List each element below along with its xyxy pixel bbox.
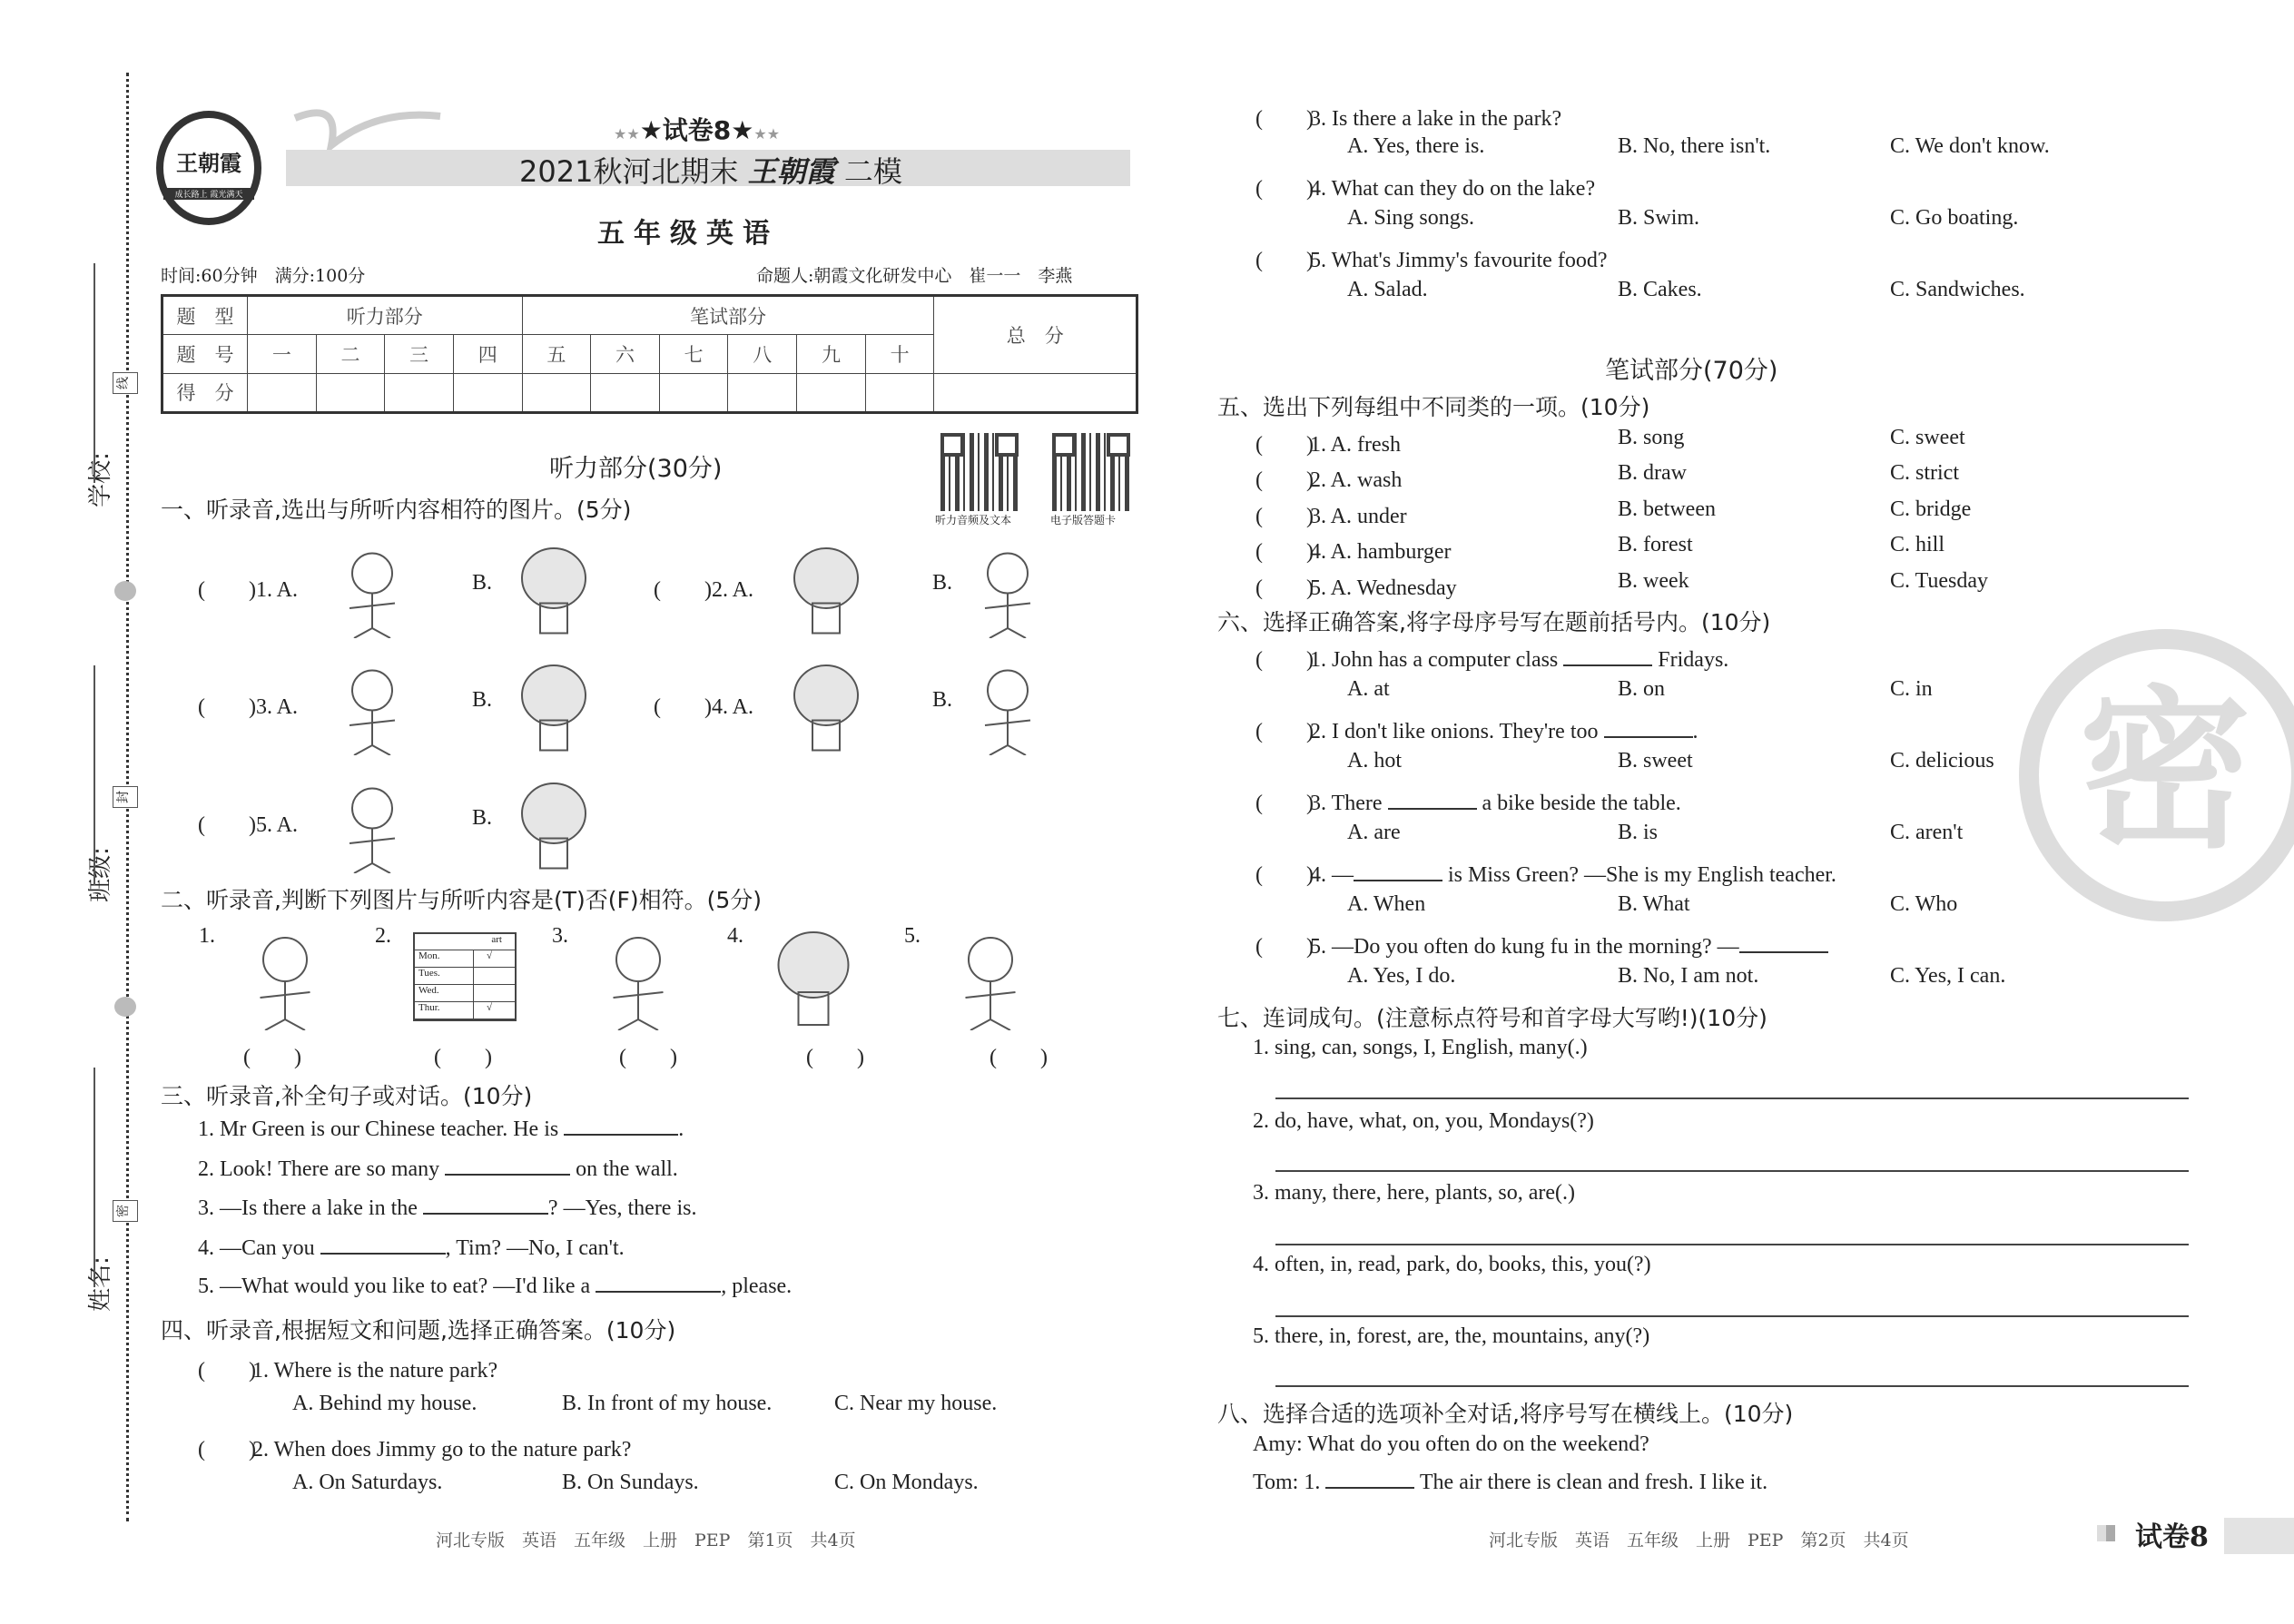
- option: A. Yes, there is.: [1347, 134, 1485, 158]
- option: C. aren't: [1890, 821, 1964, 844]
- exam-time: 时间:60分钟 满分:100分: [161, 266, 366, 286]
- option: C. bridge: [1890, 497, 1972, 521]
- answer-blank[interactable]: [445, 1173, 570, 1176]
- choice-label-b: B.: [472, 571, 493, 595]
- subject-title: 五年级英语: [597, 218, 779, 250]
- fill-in-item: 3. —Is there a lake in the ? —Yes, there is.: [198, 1196, 697, 1220]
- section-number: 二: [316, 335, 385, 373]
- scrambled-words: 3. many, there, here, plants, so, are(.): [1253, 1181, 1575, 1205]
- picture-option-a: [781, 655, 871, 755]
- score-cell: [591, 373, 660, 412]
- option: C. in: [1890, 677, 1933, 701]
- question: ( )2. I don't like onions. They're too .: [1255, 713, 1698, 744]
- footer-page-1: 河北专版 英语 五年级 上册 PEP 第1页 共4页: [436, 1530, 856, 1550]
- option: C. Sandwiches.: [1890, 278, 2025, 301]
- picture-number: 3.: [552, 924, 568, 948]
- qr-caption: 电子版答题卡: [1050, 514, 1117, 527]
- answer-paren[interactable]: ( ): [1255, 177, 1314, 201]
- answer-paren[interactable]: ( ): [1255, 468, 1314, 492]
- watermark-seal: [2011, 626, 2294, 926]
- section-3-heading: 三、听录音,补全句子或对话。(10分): [161, 1083, 533, 1109]
- exam-authors: 命题人:朝霞文化研发中心 崔一一 李燕: [756, 266, 1073, 286]
- score-cell: [797, 373, 866, 412]
- odd-one-out-row: ( )3. A. under: [1255, 497, 1407, 529]
- option: A. When: [1347, 892, 1426, 916]
- picture-item: [763, 921, 863, 1030]
- option: B. between: [1618, 497, 1716, 521]
- qr-code-audio[interactable]: [940, 433, 1019, 511]
- choice-label-b: B.: [932, 571, 953, 595]
- answer-blank[interactable]: [320, 1252, 446, 1255]
- school-field[interactable]: [94, 263, 95, 483]
- answer-blank[interactable]: [596, 1290, 721, 1293]
- option: B. On Sundays.: [562, 1471, 699, 1494]
- odd-one-out-row: ( )2. A. wash: [1255, 461, 1402, 493]
- dialogue-tom: Tom: 1. The air there is clean and fresh. I like it.: [1253, 1471, 1768, 1494]
- option: C. Who: [1890, 892, 1958, 916]
- choice-label: ( )3. A.: [198, 695, 298, 719]
- picture-item: [940, 921, 1040, 1030]
- option: B. Cakes.: [1618, 278, 1702, 301]
- footer-page-2: 河北专版 英语 五年级 上册 PEP 第2页 共4页: [1489, 1530, 1909, 1550]
- odd-one-out-row: ( )4. A. hamburger: [1255, 533, 1452, 565]
- answer-paren[interactable]: ( ): [1255, 792, 1314, 815]
- answer-paren[interactable]: ( ): [1255, 540, 1314, 564]
- timetable-check: √: [487, 950, 493, 961]
- option: A. hot: [1347, 749, 1402, 773]
- score-cell: [728, 373, 797, 412]
- logo-text: 王朝霞: [176, 150, 241, 176]
- picture-item: [588, 921, 688, 1030]
- question: ( )5. What's Jimmy's favourite food?: [1255, 241, 1607, 273]
- score-cell: [316, 373, 385, 412]
- answer-blank[interactable]: [423, 1212, 548, 1215]
- picture-option-a: [327, 655, 418, 755]
- picture-option-a: [327, 538, 418, 638]
- score-cell: [385, 373, 454, 412]
- score-cell: [659, 373, 728, 412]
- option: A. Behind my house.: [292, 1392, 478, 1415]
- seal-box-secret: 密: [113, 1200, 138, 1222]
- written-header: 笔试部分: [522, 296, 934, 335]
- picture-option-a: [327, 773, 418, 873]
- answer-paren[interactable]: ( ): [989, 1046, 1048, 1069]
- total-header: 总 分: [934, 296, 1137, 374]
- option: C. Near my house.: [834, 1392, 998, 1415]
- scrambled-words: 2. do, have, what, on, you, Mondays(?): [1253, 1109, 1594, 1133]
- choice-label: ( )2. A.: [654, 578, 753, 602]
- answer-blank[interactable]: [1739, 950, 1828, 953]
- option: B. forest: [1618, 533, 1693, 556]
- tag-decoration: [2097, 1525, 2115, 1541]
- answer-paren[interactable]: ( ): [1255, 576, 1314, 600]
- picture-option-b: [962, 655, 1053, 755]
- timetable-head: art: [415, 934, 515, 950]
- answer-paren[interactable]: ( ): [806, 1046, 864, 1069]
- scrambled-words: 1. sing, can, songs, I, English, many(.): [1253, 1036, 1588, 1059]
- question: ( )1. Where is the nature park?: [198, 1352, 497, 1383]
- answer-paren[interactable]: ( ): [1255, 249, 1314, 272]
- section-number: 九: [797, 335, 866, 373]
- option: B. is: [1618, 821, 1659, 844]
- answer-paren[interactable]: ( ): [619, 1046, 677, 1069]
- answer-line[interactable]: [1275, 1244, 2189, 1245]
- qr-caption: 听力音频及文本: [935, 514, 1012, 527]
- section-number: 三: [385, 335, 454, 373]
- section-number: 五: [522, 335, 591, 373]
- answer-line[interactable]: [1275, 1097, 2189, 1099]
- answer-paren[interactable]: ( ): [243, 1046, 301, 1069]
- score-table: [161, 294, 1138, 414]
- question: ( )5. —Do you often do kung fu in the morning? —: [1255, 928, 1828, 960]
- section-number: 八: [728, 335, 797, 373]
- section-6-heading: 六、选择正确答案,将字母序号写在题前括号内。(10分): [1217, 609, 1771, 635]
- answer-blank[interactable]: [1388, 807, 1477, 810]
- timetable-image: [413, 932, 517, 1021]
- paper-tag: 试卷8: [2135, 1521, 2209, 1553]
- class-field[interactable]: [94, 665, 95, 885]
- answer-paren[interactable]: ( ): [1255, 720, 1314, 743]
- choice-label: ( )4. A.: [654, 695, 753, 719]
- scrambled-words: 4. often, in, read, park, do, books, this, you(?): [1253, 1253, 1651, 1276]
- option: C. Go boating.: [1890, 206, 2019, 230]
- choice-label: ( )5. A.: [198, 813, 298, 837]
- timetable-day: Thur.: [415, 1002, 474, 1019]
- answer-paren[interactable]: ( ): [1255, 505, 1314, 528]
- listening-header: 听力部分: [248, 296, 523, 335]
- section-2-heading: 二、听录音,判断下列图片与所听内容是(T)否(F)相符。(5分): [161, 887, 763, 913]
- answer-paren[interactable]: ( ): [198, 1359, 256, 1383]
- question: ( )3. Is there a lake in the park?: [1255, 100, 1561, 132]
- section-number: 十: [865, 335, 934, 373]
- choice-label: ( )1. A.: [198, 578, 298, 602]
- picture-number: 2.: [375, 924, 391, 948]
- answer-line[interactable]: [1275, 1315, 2189, 1317]
- dialogue-amy: Amy: What do you often do on the weekend?: [1253, 1432, 1649, 1456]
- answer-paren[interactable]: ( ): [198, 1438, 256, 1462]
- school-label: 学校:: [86, 452, 114, 507]
- option: B. sweet: [1618, 749, 1693, 773]
- option: C. Tuesday: [1890, 569, 1989, 593]
- qr-code-answer-card[interactable]: [1052, 433, 1130, 511]
- answer-line[interactable]: [1275, 1170, 2189, 1172]
- choice-label-b: B.: [932, 688, 953, 712]
- tag-bar: [2224, 1518, 2294, 1554]
- option: B. No, I am not.: [1618, 964, 1759, 988]
- section-5-heading: 五、选出下列每组中不同类的一项。(10分): [1217, 394, 1650, 420]
- option: C. Yes, I can.: [1890, 964, 2006, 988]
- logo-motto: 成长路上 霞光满天: [163, 188, 254, 200]
- option: C. strict: [1890, 461, 1959, 485]
- section-4-heading: 四、听录音,根据短文和问题,选择正确答案。(10分): [161, 1317, 676, 1343]
- timetable-day: Tues.: [415, 968, 474, 984]
- picture-option-b: [508, 773, 599, 873]
- margin-emblem-icon: [114, 581, 136, 601]
- seal-box-seal: 封: [113, 786, 138, 808]
- choice-label-b: B.: [472, 806, 493, 830]
- option: B. song: [1618, 426, 1685, 449]
- option: B. No, there isn't.: [1618, 134, 1771, 158]
- scrambled-words: 5. there, in, forest, are, the, mountains, any(?): [1253, 1324, 1650, 1348]
- picture-number: 4.: [727, 924, 743, 948]
- question: ( )4. — is Miss Green? —She is my English teacher.: [1255, 856, 1836, 888]
- odd-one-out-row: ( )1. A. fresh: [1255, 426, 1401, 458]
- picture-number: 1.: [199, 924, 215, 948]
- option: B. draw: [1618, 461, 1687, 485]
- answer-blank[interactable]: [564, 1133, 678, 1136]
- picture-item: [235, 921, 335, 1030]
- section-1-heading: 一、听录音,选出与所听内容相符的图片。(5分): [161, 497, 632, 523]
- option: B. week: [1618, 569, 1689, 593]
- section-number: 六: [591, 335, 660, 373]
- option: A. are: [1347, 821, 1401, 844]
- picture-option-b: [508, 655, 599, 755]
- fill-in-item: 2. Look! There are so many on the wall.: [198, 1157, 678, 1181]
- timetable-check: √: [487, 1002, 493, 1013]
- option: B. Swim.: [1618, 206, 1700, 230]
- picture-option-b: [508, 538, 599, 638]
- option: C. hill: [1890, 533, 1945, 556]
- answer-paren[interactable]: ( ): [1255, 107, 1314, 131]
- fill-in-item: 1. Mr Green is our Chinese teacher. He is .: [198, 1117, 684, 1141]
- section-number: 四: [453, 335, 522, 373]
- answer-paren[interactable]: ( ): [1255, 433, 1314, 457]
- option: B. What: [1618, 892, 1690, 916]
- written-title: 笔试部分(70分): [1605, 357, 1778, 385]
- answer-paren[interactable]: ( ): [1255, 648, 1314, 672]
- score-cell: [522, 373, 591, 412]
- fill-in-item: 5. —What would you like to eat? —I'd like a , please.: [198, 1275, 793, 1298]
- odd-one-out-row: ( )5. A. Wednesday: [1255, 569, 1457, 601]
- row-header: 题 型: [162, 296, 248, 335]
- question: ( )2. When does Jimmy go to the nature park?: [198, 1431, 631, 1462]
- answer-blank[interactable]: [1563, 664, 1652, 666]
- banner-title: 2021秋河北期末 王朝霞 二模: [519, 154, 902, 189]
- question: ( )3. There a bike beside the table.: [1255, 784, 1681, 816]
- answer-paren[interactable]: ( ): [1255, 935, 1314, 959]
- row-header: 得 分: [162, 373, 248, 412]
- name-label: 姓名:: [86, 1256, 114, 1312]
- seal-box-line: 线: [113, 372, 138, 394]
- option: B. In front of my house.: [562, 1392, 773, 1415]
- option: B. on: [1618, 677, 1666, 701]
- score-cell: [865, 373, 934, 412]
- answer-blank[interactable]: [1604, 735, 1693, 738]
- score-cell: [248, 373, 317, 412]
- score-cell: [453, 373, 522, 412]
- timetable-check: [474, 985, 487, 1001]
- choice-label-b: B.: [472, 688, 493, 712]
- section-7-heading: 七、连词成句。(注意标点符号和首字母大写哟!)(10分): [1217, 1005, 1767, 1031]
- picture-number: 5.: [904, 924, 921, 948]
- option: C. delicious: [1890, 749, 1994, 773]
- row-header: 题 号: [162, 335, 248, 373]
- score-cell: [934, 373, 1137, 412]
- option: C. We don't know.: [1890, 134, 2050, 158]
- option: A. at: [1347, 677, 1390, 701]
- option: A. Sing songs.: [1347, 206, 1475, 230]
- listening-title: 听力部分(30分): [549, 455, 723, 483]
- section-8-heading: 八、选择合适的选项补全对话,将序号写在横线上。(10分): [1217, 1401, 1794, 1427]
- question: ( )1. John has a computer class Fridays.: [1255, 641, 1728, 673]
- option: A. Yes, I do.: [1347, 964, 1456, 988]
- name-field[interactable]: [94, 1068, 95, 1287]
- question: ( )4. What can they do on the lake?: [1255, 170, 1595, 202]
- class-label: 班级:: [86, 847, 114, 902]
- timetable-check: [474, 968, 487, 984]
- section-number: 一: [248, 335, 317, 373]
- timetable-day: Wed.: [415, 985, 474, 1001]
- picture-option-a: [781, 538, 871, 638]
- answer-paren[interactable]: ( ): [1255, 863, 1314, 887]
- fill-in-item: 4. —Can you , Tim? —No, I can't.: [198, 1236, 625, 1260]
- answer-blank[interactable]: [1354, 879, 1442, 881]
- answer-paren[interactable]: ( ): [434, 1046, 492, 1069]
- brand-logo: [156, 111, 261, 225]
- svg-text:密: 密: [2078, 671, 2252, 871]
- margin-emblem-icon: [114, 997, 136, 1017]
- option: A. On Saturdays.: [292, 1471, 443, 1494]
- picture-option-b: [962, 538, 1053, 638]
- answer-blank[interactable]: [1325, 1486, 1414, 1489]
- timetable-day: Mon.: [415, 950, 474, 967]
- paper-number: ★★★试卷8★★★: [614, 115, 781, 145]
- section-number: 七: [659, 335, 728, 373]
- option: A. Salad.: [1347, 278, 1428, 301]
- answer-line[interactable]: [1275, 1385, 2189, 1387]
- option: C. sweet: [1890, 426, 1965, 449]
- option: C. On Mondays.: [834, 1471, 979, 1494]
